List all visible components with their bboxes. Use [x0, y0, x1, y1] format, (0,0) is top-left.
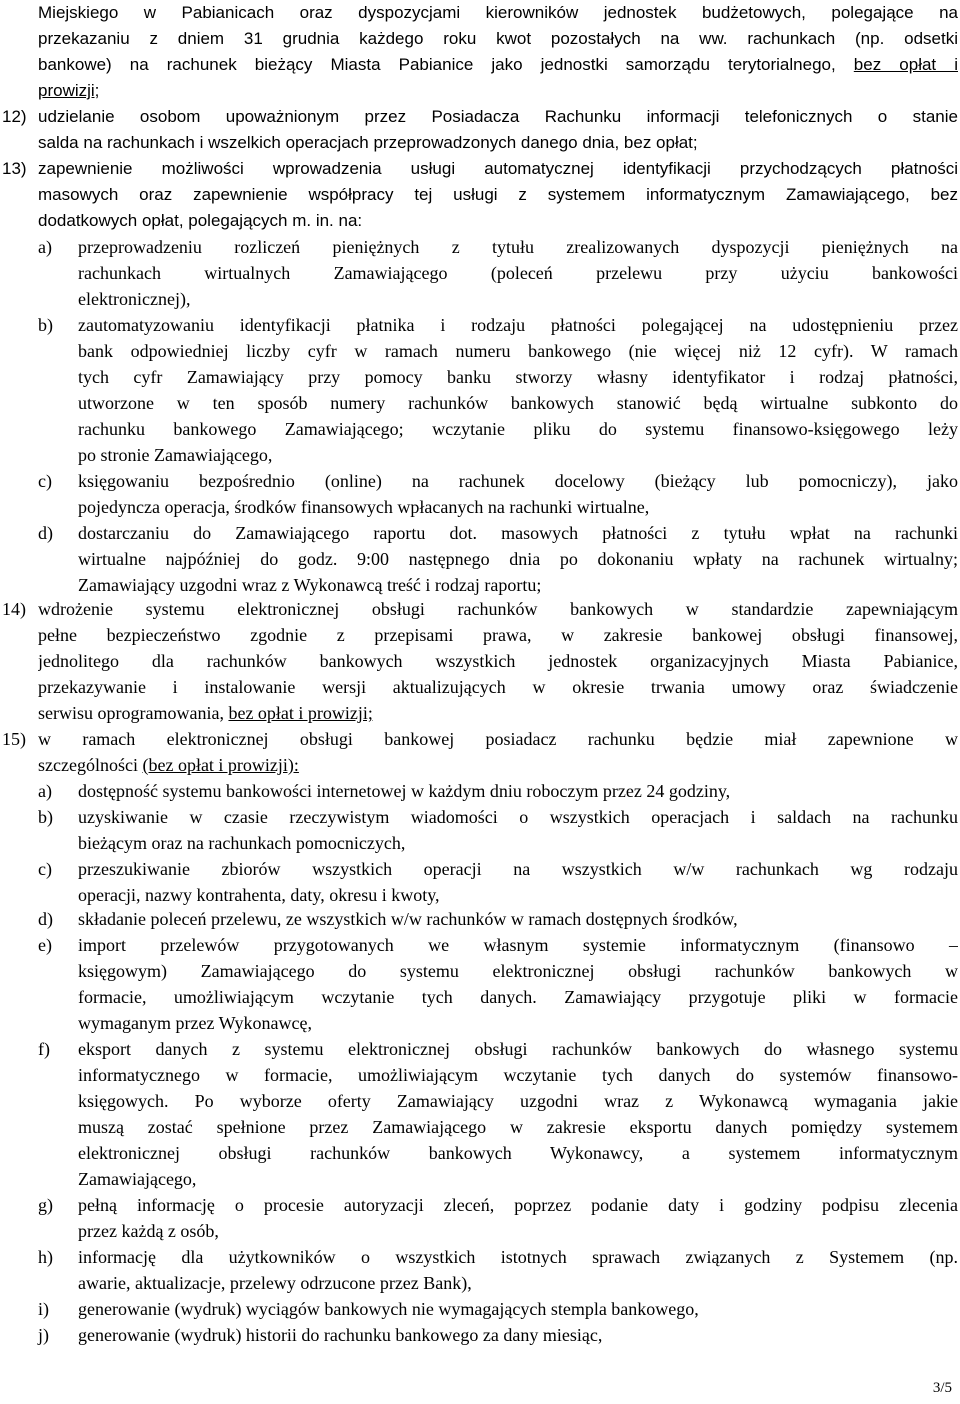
text-line: zapewnienie możliwości wprowadzenia usługi automatycznej identyfikacji przychodzących płatności [38, 159, 958, 178]
sub-item-15e [78, 932, 958, 1036]
text-line: pojedyncza operacja, środków finansowych wpłacanych na rachunki wirtualne, [78, 497, 650, 517]
text-line: generowanie (wydruk) wyciągów bankowych nie wymagających stempla bankowego, [78, 1299, 699, 1319]
text-line: przekazywanie i instalowanie wersji aktualizujących w okresie trwania umowy oraz świadczenie [38, 677, 958, 697]
text-line: udzielanie osobom upoważnionym przez Posiadacza Rachunku informacji telefonicznych o stanie [38, 107, 958, 126]
sub-item-15a [78, 778, 958, 804]
sub-item-13c [78, 468, 958, 520]
text-line: Zamawiający uzgodni wraz z Wykonawcą treść i rodzaj raportu; [78, 575, 542, 595]
text-line: dostarczaniu do Zamawiającego raportu dot. masowych płatności z tytułu wpłat na rachunki [78, 523, 958, 543]
text-line: Zamawiającego, [78, 1169, 197, 1189]
text-line: składanie poleceń przelewu, ze wszystkich w/w rachunków w ramach dostępnych środków, [78, 909, 738, 929]
item-12 [38, 104, 958, 156]
text-line: awarie, aktualizacje, przelewy odrzucone przez Bank), [78, 1273, 472, 1293]
item-14 [38, 596, 958, 726]
text-line: salda na rachunkach i wszelkich operacjach przeprowadzonych danego dnia, bez opłat; [38, 133, 698, 152]
sub-marker: f) [38, 1039, 50, 1059]
item-marker: 14) [2, 599, 26, 619]
sub-item-13d [78, 520, 958, 598]
text-line: zautomatyzowaniu identyfikacji płatnika i rodzaju płatności polegającej na udostępnieniu przez [78, 315, 958, 335]
text-line: bieżącym oraz na rachunkach pomocniczych, [78, 833, 406, 853]
sub-item-15f [78, 1036, 958, 1192]
text-line: operacji, nazwy kontrahenta, daty, okresu i kwoty, [78, 885, 440, 905]
text-line: księgowych. Po wyborze oferty Zamawiający uzgodni wraz z Wykonawcą wymagania jakie [78, 1091, 958, 1111]
text-line: jednolitego dla rachunków bankowych wszystkich jednostek organizacyjnych Miasta Pabianice, [38, 651, 958, 671]
text-line: dodatkowych opłat, polegających m. in. na: [38, 211, 363, 230]
text-line [38, 52, 958, 78]
text-line: import przelewów przygotowanych we własnym systemie informatycznym (finansowo – [78, 935, 958, 955]
sub-item-13b [78, 312, 958, 468]
text-line: pełne bezpieczeństwo zgodnie z przepisami prawa, w zakresie bankowej obsługi finansowej, [38, 625, 958, 645]
intro-paragraph [38, 0, 958, 104]
text-fragment: serwisu oprogramowania, [38, 703, 229, 723]
item-marker: 13) [2, 159, 27, 178]
sub-marker: c) [38, 471, 52, 491]
sub-item-15c [78, 856, 958, 908]
sub-item-15i [78, 1296, 958, 1322]
text-line: informację dla użytkowników o wszystkich istotnych sprawach związanych z Systemem (np. [78, 1247, 958, 1267]
item-marker: 12) [2, 107, 27, 126]
item-13 [38, 156, 958, 234]
sub-marker: j) [38, 1325, 49, 1345]
text-line: elektronicznej obsługi rachunków bankowych Wykonawcy, a systemem informatycznym [78, 1143, 958, 1163]
sub-marker: i) [38, 1299, 49, 1319]
text-line: muszą zostać spełnione przez Zamawiającego w zakresie eksportu danych pomiędzy systemem [78, 1117, 958, 1137]
sub-item-15b [78, 804, 958, 856]
text-line: księgowaniu bezpośrednio (online) na rachunek docelowy (bieżący lub pomocniczy), jako [78, 471, 958, 491]
text-line: przeprowadzeniu rozliczeń pieniężnych z tytułu zrealizowanych dyspozycji pieniężnych na [78, 237, 958, 257]
text-line: dostępność systemu bankowości internetowej w każdym dniu roboczym przez 24 godziny, [78, 781, 731, 801]
sub-marker: b) [38, 315, 53, 335]
underlined-fragment: (bez opłat i prowizji): [142, 755, 299, 775]
sub-marker: g) [38, 1195, 53, 1215]
text-fragment: szczególności [38, 755, 143, 775]
sub-item-15j [78, 1322, 958, 1348]
text-line: wymaganym przez Wykonawcę, [78, 1013, 312, 1033]
text-line: rachunkach wirtualnych Zamawiającego (poleceń przelewu przy użyciu bankowości [78, 263, 958, 283]
text-line: generowanie (wydruk) historii do rachunku bankowego za dany miesiąc, [78, 1325, 603, 1345]
text-line: masowych oraz zapewnienie współpracy tej usługi z systemem informatycznym Zamawiającego, bez [38, 185, 958, 204]
text-line: uzyskiwanie w czasie rzeczywistym wiadomości o wszystkich operacjach i saldach na rachunku [78, 807, 958, 827]
sub-marker: a) [38, 237, 52, 257]
text-line: bank odpowiedniej liczby cyfr w ramach numeru bankowego (nie więcej niż 12 cyfr). W ramach [78, 341, 958, 361]
text-line: przez każdą z osób, [78, 1221, 219, 1241]
sub-marker: d) [38, 523, 53, 543]
text-line: po stronie Zamawiającego, [78, 445, 273, 465]
sub-marker: c) [38, 859, 52, 879]
text-line: wirtualne najpóźniej do godz. 9:00 następnego dnia po dokonaniu wpłaty na rachunek wirtualny; [78, 549, 958, 569]
sub-marker: b) [38, 807, 53, 827]
page-number: 3/5 [932, 1380, 952, 1396]
text-line: tych cyfr Zamawiający przy pomocy banku stworzy własny identyfikator i rodzaj płatności, [78, 367, 958, 387]
sub-marker: h) [38, 1247, 53, 1267]
text-line [38, 752, 958, 778]
text-line: przeszukiwanie zbiorów wszystkich operacji na wszystkich w/w rachunkach wg rodzaju [78, 859, 958, 879]
text-line: Miejskiego w Pabianicach oraz dyspozycjami kierowników jednostek budżetowych, polegające na [38, 3, 958, 22]
underlined-fragment: prowizji; [38, 81, 100, 100]
text-line: rachunku bankowego Zamawiającego; wczytanie pliku do systemu finansowo-księgowego leży [78, 419, 958, 439]
text-line: przekazaniu z dniem 31 grudnia każdego roku kwot pozostałych na ww. rachunkach (np. odsetki [38, 29, 958, 48]
sub-item-15g [78, 1192, 958, 1244]
text-line [38, 78, 958, 104]
sub-marker: e) [38, 935, 52, 955]
text-fragment: bankowe) na rachunek bieżący Miasta Pabianice jako jednostki samorządu terytorialnego, [38, 55, 854, 74]
sub-item-13a [78, 234, 958, 312]
text-line: pełną informację o procesie autoryzacji zleceń, poprzez podanie daty i godziny podpisu zlecenia [78, 1195, 958, 1215]
item-marker: 15) [2, 729, 26, 749]
text-line: elektronicznej), [78, 289, 191, 309]
text-line: księgowym) Zamawiającego do systemu elektronicznej obsługi rachunków bankowych w [78, 961, 958, 981]
underlined-fragment: bez opłat i [853, 55, 958, 74]
text-line: w ramach elektronicznej obsługi bankowej posiadacz rachunku będzie miał zapewnione w [38, 729, 958, 749]
text-line: utworzone w ten sposób numery rachunków bankowych stanowić będą wirtualne subkonto do [78, 393, 958, 413]
sub-item-15h [78, 1244, 958, 1296]
text-line: eksport danych z systemu elektronicznej obsługi rachunków bankowych do własnego systemu [78, 1039, 958, 1059]
sub-marker: a) [38, 781, 52, 801]
sub-marker: d) [38, 909, 53, 929]
item-15 [38, 726, 958, 778]
text-line: wdrożenie systemu elektronicznej obsługi rachunków bankowych w standardzie zapewniającym [38, 599, 958, 619]
sub-item-15d [78, 906, 958, 932]
underlined-fragment: bez opłat i prowizji; [228, 703, 373, 723]
text-line: informatycznego w formacie, umożliwiającym wczytanie tych danych do systemów finansowo- [78, 1065, 958, 1085]
text-line [38, 700, 958, 726]
text-line: formacie, umożliwiającym wczytanie tych danych. Zamawiający przygotuje pliki w formacie [78, 987, 958, 1007]
